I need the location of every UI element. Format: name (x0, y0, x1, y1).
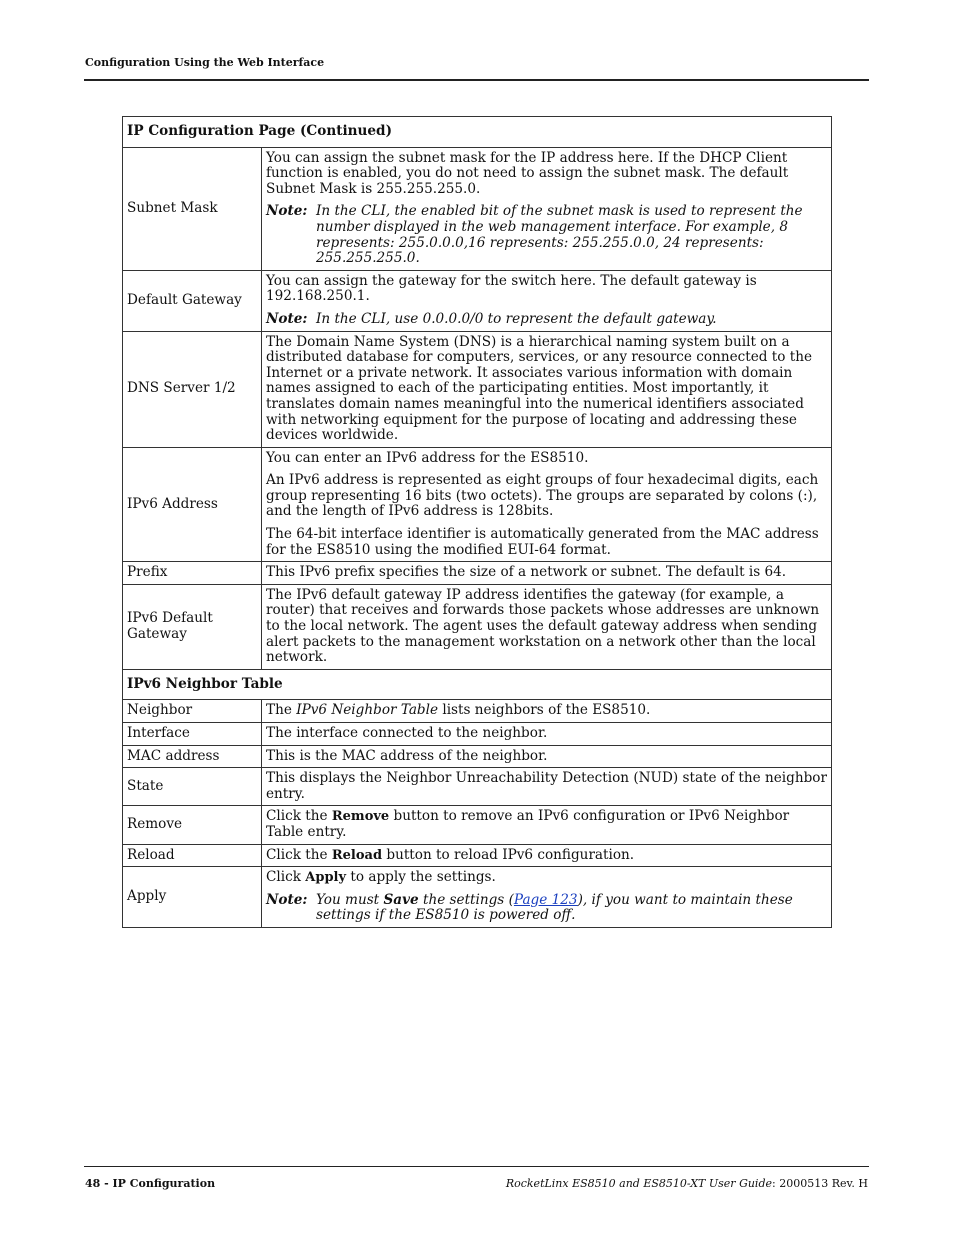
table-row (123, 147, 832, 270)
row-description: This IPv6 prefix specifies the size of a network or subnet. The default is 64. (262, 562, 832, 585)
row-label: IPv6 Address (123, 447, 262, 562)
description-text: You can assign the subnet mask for the IP address here. If the DHCP Client function is enabled, you do not need to assign the subnet mask. The default Subnet Mask is 255.255.255.0. (266, 149, 789, 197)
text-run: Click (266, 869, 306, 886)
row-description (262, 867, 832, 928)
table-row (123, 723, 832, 746)
text-run: button to remove an IPv6 configuration or IPv6 Neighbor Table entry. (266, 808, 790, 840)
guide-revision: : 2000513 Rev. H (772, 1177, 868, 1190)
description-text (266, 870, 827, 886)
row-label: Remove (123, 806, 262, 844)
row-label: Interface (123, 723, 262, 746)
table-row (123, 806, 832, 844)
row-label: State (123, 768, 262, 806)
section-title: IP Configuration Page (Continued) (123, 117, 832, 148)
text-run: lists neighbors of the ES8510. (438, 702, 651, 719)
row-label: Neighbor (123, 700, 262, 723)
footer-rule (84, 1166, 869, 1167)
note-text: In the CLI, use 0.0.0.0/0 to represent the default gateway. (316, 310, 717, 327)
text-run: Click the (266, 808, 332, 825)
note (266, 893, 827, 924)
row-description: This displays the Neighbor Unreachability Detection (NUD) state of the neighbor entry. (262, 768, 832, 806)
row-description (262, 270, 832, 331)
note-label: Note: (266, 203, 308, 220)
running-header: Configuration Using the Web Interface (85, 56, 325, 69)
note-label: Note: (266, 310, 308, 327)
description-text: The 64-bit interface identifier is automatically generated from the MAC address for the ES8510 using the modified EUI-64 format. (266, 526, 819, 558)
section-title: IPv6 Neighbor Table (123, 669, 832, 700)
table-row (123, 745, 832, 768)
description-text: An IPv6 address is represented as eight groups of four hexadecimal digits, each group representing 16 bits (two octets). The groups are separated by colons (:), and the length of IPv6 address is 128bits. (266, 472, 819, 520)
note (266, 204, 827, 266)
button-name-text: Reload (331, 847, 383, 863)
save-emphasis: Save (383, 891, 419, 908)
text-run: button to reload IPv6 configuration. (382, 846, 635, 863)
text-run: to apply the settings. (346, 869, 496, 886)
row-label: MAC address (123, 745, 262, 768)
description-text: You can enter an IPv6 address for the ES8510. (266, 449, 589, 466)
button-name-text: Apply (305, 870, 347, 886)
row-description: The interface connected to the neighbor. (262, 723, 832, 746)
row-label: Default Gateway (123, 270, 262, 331)
row-label: DNS Server 1/2 (123, 331, 262, 447)
footer-document-title (506, 1177, 868, 1190)
row-description (262, 844, 832, 867)
row-label: Apply (123, 867, 262, 928)
text-run: ), if you want to maintain these settings if the ES8510 is powered off. (316, 891, 793, 924)
table-row (123, 270, 832, 331)
guide-title: RocketLinx ES8510 and ES8510-XT User Guide (505, 1177, 773, 1190)
table-row (123, 844, 832, 867)
table-row (123, 700, 832, 723)
text-run: the settings ( (418, 891, 514, 908)
row-label: Prefix (123, 562, 262, 585)
table-row (123, 331, 832, 447)
note (266, 312, 827, 328)
row-label: Subnet Mask (123, 147, 262, 270)
button-name-text: Remove (331, 809, 390, 825)
row-description: The Domain Name System (DNS) is a hierarchical naming system built on a distributed database for computers, services, or any resource connected to the Internet or a private network. It associates various information with domain names assigned to each of the participating entities. Most importantly, it translates domain names meaningful into the numerical identifiers associated with networking equipment for the purpose of locating and addressing these devices worldwide. (262, 331, 832, 447)
footer-page-label: 48 - IP Configuration (85, 1177, 216, 1190)
row-label: Reload (123, 844, 262, 867)
table-row (123, 768, 832, 806)
table-row (123, 584, 832, 669)
row-label: IPv6 Default Gateway (123, 584, 262, 669)
note-text: In the CLI, the enabled bit of the subnet mask is used to represent the number displayed in the web management interface. For example, 8 represents: 255.0.0.0,16 represents: 255.255.0.0, 24 represents: 255.255.255.0. (316, 203, 803, 267)
page-link[interactable]: Page 123 (513, 891, 578, 908)
row-description (262, 700, 832, 723)
header-rule (84, 79, 869, 81)
table-row (123, 447, 832, 562)
row-description (262, 447, 832, 562)
row-description: The IPv6 default gateway IP address identifies the gateway (for example, a router) that receives and forwards those packets whose addresses are unknown to the local network. The agent uses the default gateway address when sending alert packets to the management workstation on a network other than the local network. (262, 584, 832, 669)
ip-configuration-table (122, 116, 832, 928)
text-run: Click the (266, 846, 332, 863)
row-description: This is the MAC address of the neighbor. (262, 745, 832, 768)
emphasis-text: IPv6 Neighbor Table (296, 702, 439, 719)
table-section-header (123, 117, 832, 148)
table-row (123, 562, 832, 585)
note-label: Note: (266, 891, 308, 908)
table-section-header (123, 669, 832, 700)
row-description (262, 806, 832, 844)
table-row (123, 867, 832, 928)
note-text (316, 893, 827, 924)
text-run: The (266, 702, 297, 719)
row-description (262, 147, 832, 270)
description-text: You can assign the gateway for the switch here. The default gateway is 192.168.250.1. (266, 272, 757, 305)
text-run: You must (316, 891, 384, 908)
